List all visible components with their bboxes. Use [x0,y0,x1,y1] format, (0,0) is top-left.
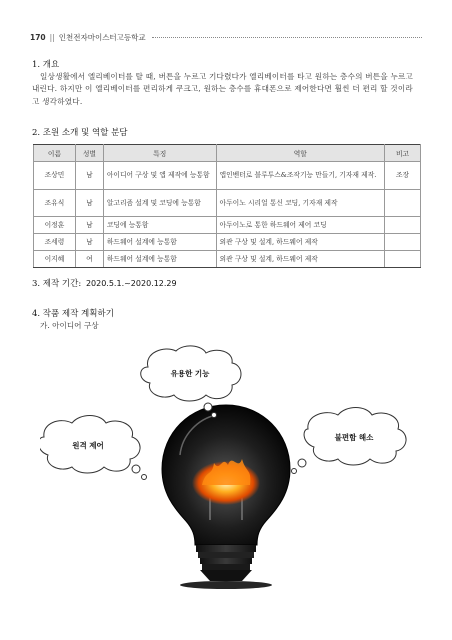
column-header: 이름 [34,145,76,162]
table-row [34,217,421,234]
cell-name: 조상민 [34,162,76,190]
cell-name: 이정훈 [34,217,76,234]
cell-trait: 하드웨어 설계에 능통함 [103,251,216,268]
idea-bulb-graphic [40,345,412,590]
cell-name: 조세령 [34,234,76,251]
page-number: 170 [30,32,46,42]
page-header [30,30,422,44]
school-name: 인천전자마이스터고등학교 [58,32,146,42]
section-1-title: 1. 개요 [32,60,60,70]
cell-role: 앱인벤터로 블루투스&조작기능 만들기, 기자재 제작. [216,162,385,190]
section-3-title [32,277,177,289]
cell-gender: 남 [75,217,103,234]
cell-trait: 아이디어 구상 및 앱 제작에 능통함 [103,162,216,190]
cell-gender: 남 [75,234,103,251]
cell-name: 조유식 [34,190,76,217]
cell-trait: 알고리즘 설계 및 코딩에 능통함 [103,190,216,217]
section-2-title: 2. 조원 소개 및 역할 분담 [32,128,128,138]
cell-role: 아두이노 시리얼 통신 코딩, 기자재 제작 [216,190,385,217]
table-row [34,190,421,217]
table-row [34,162,421,190]
cell-role: 외관 구상 및 설계, 하드웨어 제작 [216,251,385,268]
header-separator: || [49,32,55,42]
production-period: 2020.5.1.~2020.12.29 [85,279,177,288]
cell-trait: 하드웨어 설계에 능통함 [103,234,216,251]
cell-note [385,190,421,217]
column-header: 성별 [75,145,103,162]
thought-bubble-right [292,408,407,474]
cell-role: 외관 구상 및 설계, 하드웨어 제작 [216,234,385,251]
bubble-right-label: 불편함 해소 [334,433,374,442]
cell-note [385,251,421,268]
section-4-subtitle: 가. 아이디어 구상 [40,321,99,330]
cell-gender: 남 [75,162,103,190]
cell-name: 이지혜 [34,251,76,268]
cell-note: 조장 [385,162,421,190]
table-header-row [34,145,421,162]
cell-note [385,234,421,251]
header-dotted-rule [152,36,422,38]
lightbulb [162,405,290,589]
team-roles-table [33,144,421,268]
cell-role: 아두이노로 통한 하드웨어 제어 코딩 [216,217,385,234]
table-row [34,234,421,251]
cell-trait: 코딩에 능통함 [103,217,216,234]
thought-bubble-left [40,416,147,480]
bubble-top-label: 유용한 기능 [170,369,210,378]
bubble-left-label: 원격 제어 [72,441,104,450]
cell-note [385,217,421,234]
section-4-title: 4. 작품 제작 계획하기 [32,309,114,319]
section-1-paragraph: 일상생활에서 엘리베이터를 탈 때, 버튼을 누르고 기다렸다가 엘리베이터를 타고 원하는 층수의 버튼을 누르고 내린다. 하지만 이 엘리베이터를 편리하게 쿠크고, 원하는 층수를 휴대폰으로 제어한다면 훨씬 더 편리 할 것이라고 생각하였다. [32,72,414,106]
idea-illustration [40,345,412,590]
table-row [34,251,421,268]
cell-gender: 여 [75,251,103,268]
column-header: 특징 [103,145,216,162]
section-3-label: 3. 제작 기간: [32,279,82,289]
cell-gender: 남 [75,190,103,217]
column-header: 역할 [216,145,385,162]
column-header: 비고 [385,145,421,162]
